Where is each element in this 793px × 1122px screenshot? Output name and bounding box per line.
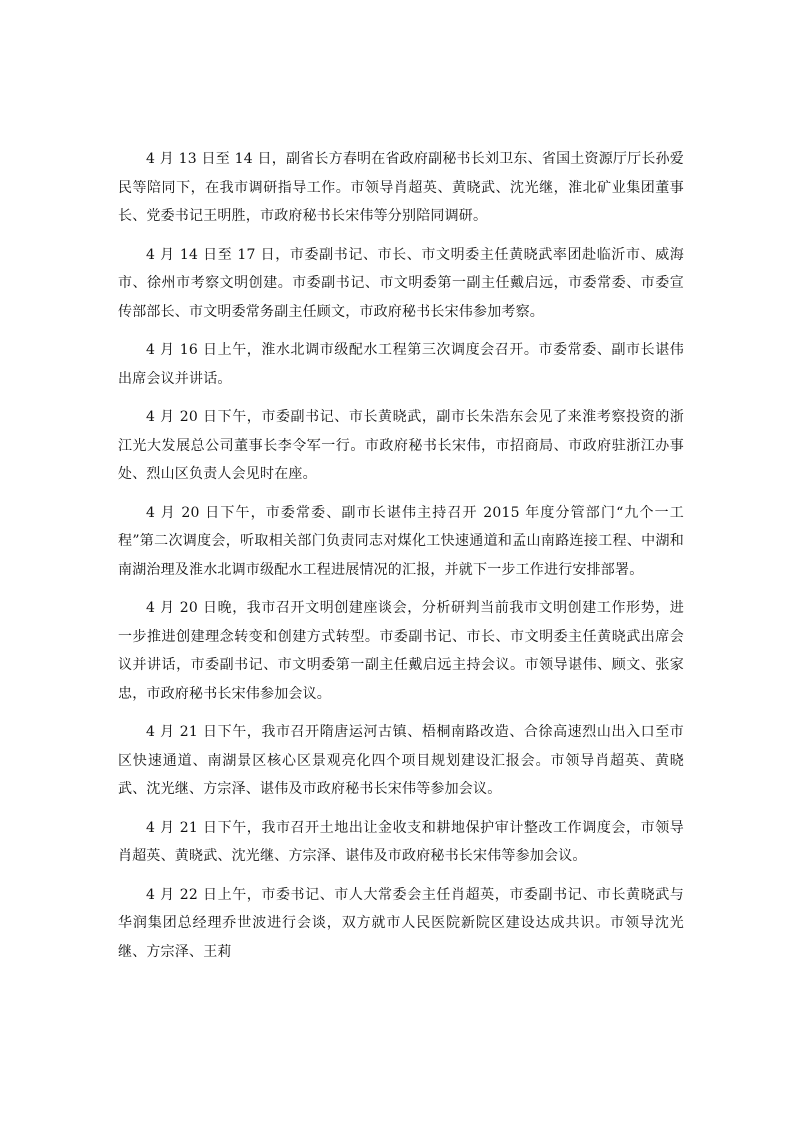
paragraph-apr21-audit: 4 月 21 日下午，我市召开土地出让金收支和耕地保护审计整改工作调度会，市领导肖超英、黄晓武、沈光继、方宗泽、谌伟及市政府秘书长宋伟等参加会议。 [118,819,684,864]
paragraph-apr16: 4 月 16 日上午，淮水北调市级配水工程第三次调度会召开。市委常委、副市长谌伟出席会议并讲话。 [118,342,684,387]
paragraph-apr20-dispatch: 4 月 20 日下午，市委常委、副市长谌伟主持召开 2015 年度分管部门“九个一工程”第二次调度会，听取相关部门负责同志对煤化工快速通道和孟山南路连接工程、中湖和南湖治理及淮水北调市级配水工程进展情况的汇报，并就下一步工作进行安排部署。 [118,504,684,578]
paragraph-apr14: 4 月 14 日至 17 日，市委副书记、市长、市文明委主任黄晓武率团赴临沂市、威海市、徐州市考察文明创建。市委副书记、市文明委第一副主任戴启远，市委常委、市委宣传部部长、市文明委常务副主任顾文，市政府秘书长宋伟参加考察。 [118,246,684,320]
paragraph-apr20-evening: 4 月 20 日晚，我市召开文明创建座谈会，分析研判当前我市文明创建工作形势，进一步推进创建理念转变和创建方式转型。市委副书记、市长、市文明委主任黄晓武出席会议并讲话，市委副书记、市文明委第一副主任戴启远主持会议。市领导谌伟、顾文、张家忠，市政府秘书长宋伟参加会议。 [118,600,684,702]
paragraph-apr20-meeting: 4 月 20 日下午，市委副书记、市长黄晓武，副市长朱浩东会见了来淮考察投资的浙江光大发展总公司董事长李令军一行。市政府秘书长宋伟，市招商局、市政府驻浙江办事处、烈山区负责人会见时在座。 [118,409,684,482]
paragraph-apr21-projects: 4 月 21 日下午，我市召开隋唐运河古镇、梧桐南路改造、合徐高速烈山出入口至市区快速通道、南湖景区核心区景观亮化四个项目规划建设汇报会。市领导肖超英、黄晓武、沈光继、方宗泽、谌伟及市政府秘书长宋伟等参加会议。 [118,724,684,797]
paragraph-apr13: 4 月 13 日至 14 日，副省长方春明在省政府副秘书长刘卫东、省国土资源厅厅长孙爱民等陪同下，在我市调研指导工作。市领导肖超英、黄晓武、沈光继，淮北矿业集团董事长、党委书记王明胜，市政府秘书长宋伟等分别陪同调研。 [118,151,684,224]
paragraph-apr22: 4 月 22 日上午，市委书记、市人大常委会主任肖超英，市委副书记、市长黄晓武与华润集团总经理乔世波进行会谈，双方就市人民医院新院区建设达成共识。市领导沈光继、方宗泽、王莉 [118,886,684,960]
document-body [118,145,684,976]
